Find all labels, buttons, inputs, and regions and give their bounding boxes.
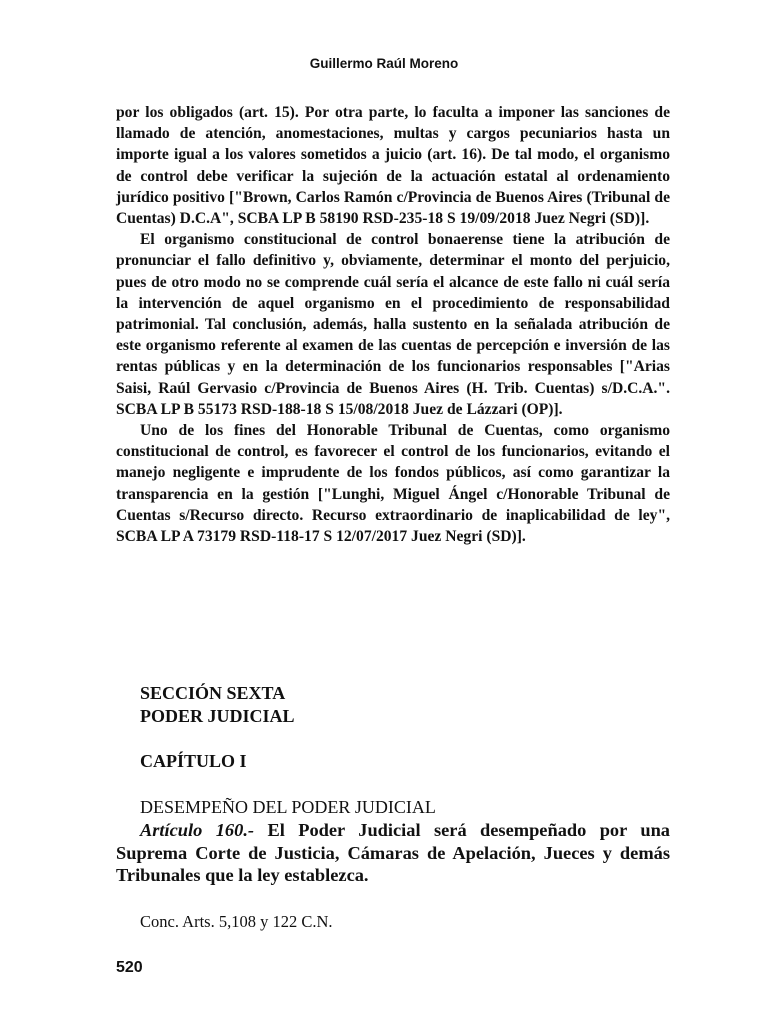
paragraph-2: El organismo constitucional de control bonaerense tiene la atribución de pronunciar el fallo definitivo y, obviamente, determinar el monto del perjuicio, pues de otro modo no se comprende cuál sería el alcance de este fallo ni cuál sería la intervención de aquel organismo en el procedimiento de responsabilidad patrimonial. Tal conclusión, además, halla sustento en la señalada atribución de este organismo referente al examen de las cuentas de percepción e inversión de las rentas públicas y en la determinación de los funcionarios responsables ["Arias Saisi, Raúl Gervasio c/Provincia de Buenos Aires (H. Trib. Cuentas) s/D.C.A.". SCBA LP B 55173 RSD-188-18 S 15/08/2018 Juez de Lázzari (OP)]. <box>116 231 670 418</box>
article-label: Artículo 160.- <box>140 820 255 840</box>
article-160 <box>116 819 670 887</box>
section-heading-line1: SECCIÓN SEXTA <box>140 683 286 703</box>
chapter-title: DESEMPEÑO DEL PODER JUDICIAL <box>140 797 436 817</box>
main-text-block <box>116 102 670 547</box>
section-heading-line2: PODER JUDICIAL <box>140 706 295 726</box>
running-header-author: Guillermo Raúl Moreno <box>309 56 459 71</box>
article-text: El Poder Judicial será desempeñado por una Suprema Corte de Justicia, Cámaras de Apelación, Jueces y demás Tribunales que la ley establezca. <box>116 820 670 885</box>
paragraph-1: por los obligados (art. 15). Por otra parte, lo faculta a imponer las sanciones de llamado de atención, anomestaciones, multas y cargos pecuniarios hasta un importe igual a los valores sometidos a juicio (art. 16). De tal modo, el organismo de control debe verificar la sujeción de la actuación estatal al ordenamiento jurídico positivo ["Brown, Carlos Ramón c/Provincia de Buenos Aires (Tribunal de Cuentas) D.C.A", SCBA LP B 58190 RSD-235-18 S 19/09/2018 Juez Negri (SD)]. <box>116 104 670 228</box>
paragraph-3: Uno de los fines del Honorable Tribunal de Cuentas, como organismo constitucional de control, es favorecer el control de los funcionarios, evitando el manejo negligente e imprudente de los fondos públicos, así como garantizar la transparencia en la gestión ["Lunghi, Miguel Ángel c/Honorable Tribunal de Cuentas s/Recurso directo. Recurso extraordinario de inaplicabilidad de ley", SCBA LP A 73179 RSD-118-17 S 12/07/2017 Juez Negri (SD)]. <box>116 422 670 546</box>
page-number: 520 <box>116 959 143 976</box>
concordance-note: Conc. Arts. 5,108 y 122 C.N. <box>140 912 333 931</box>
chapter-heading: CAPÍTULO I <box>140 751 247 771</box>
